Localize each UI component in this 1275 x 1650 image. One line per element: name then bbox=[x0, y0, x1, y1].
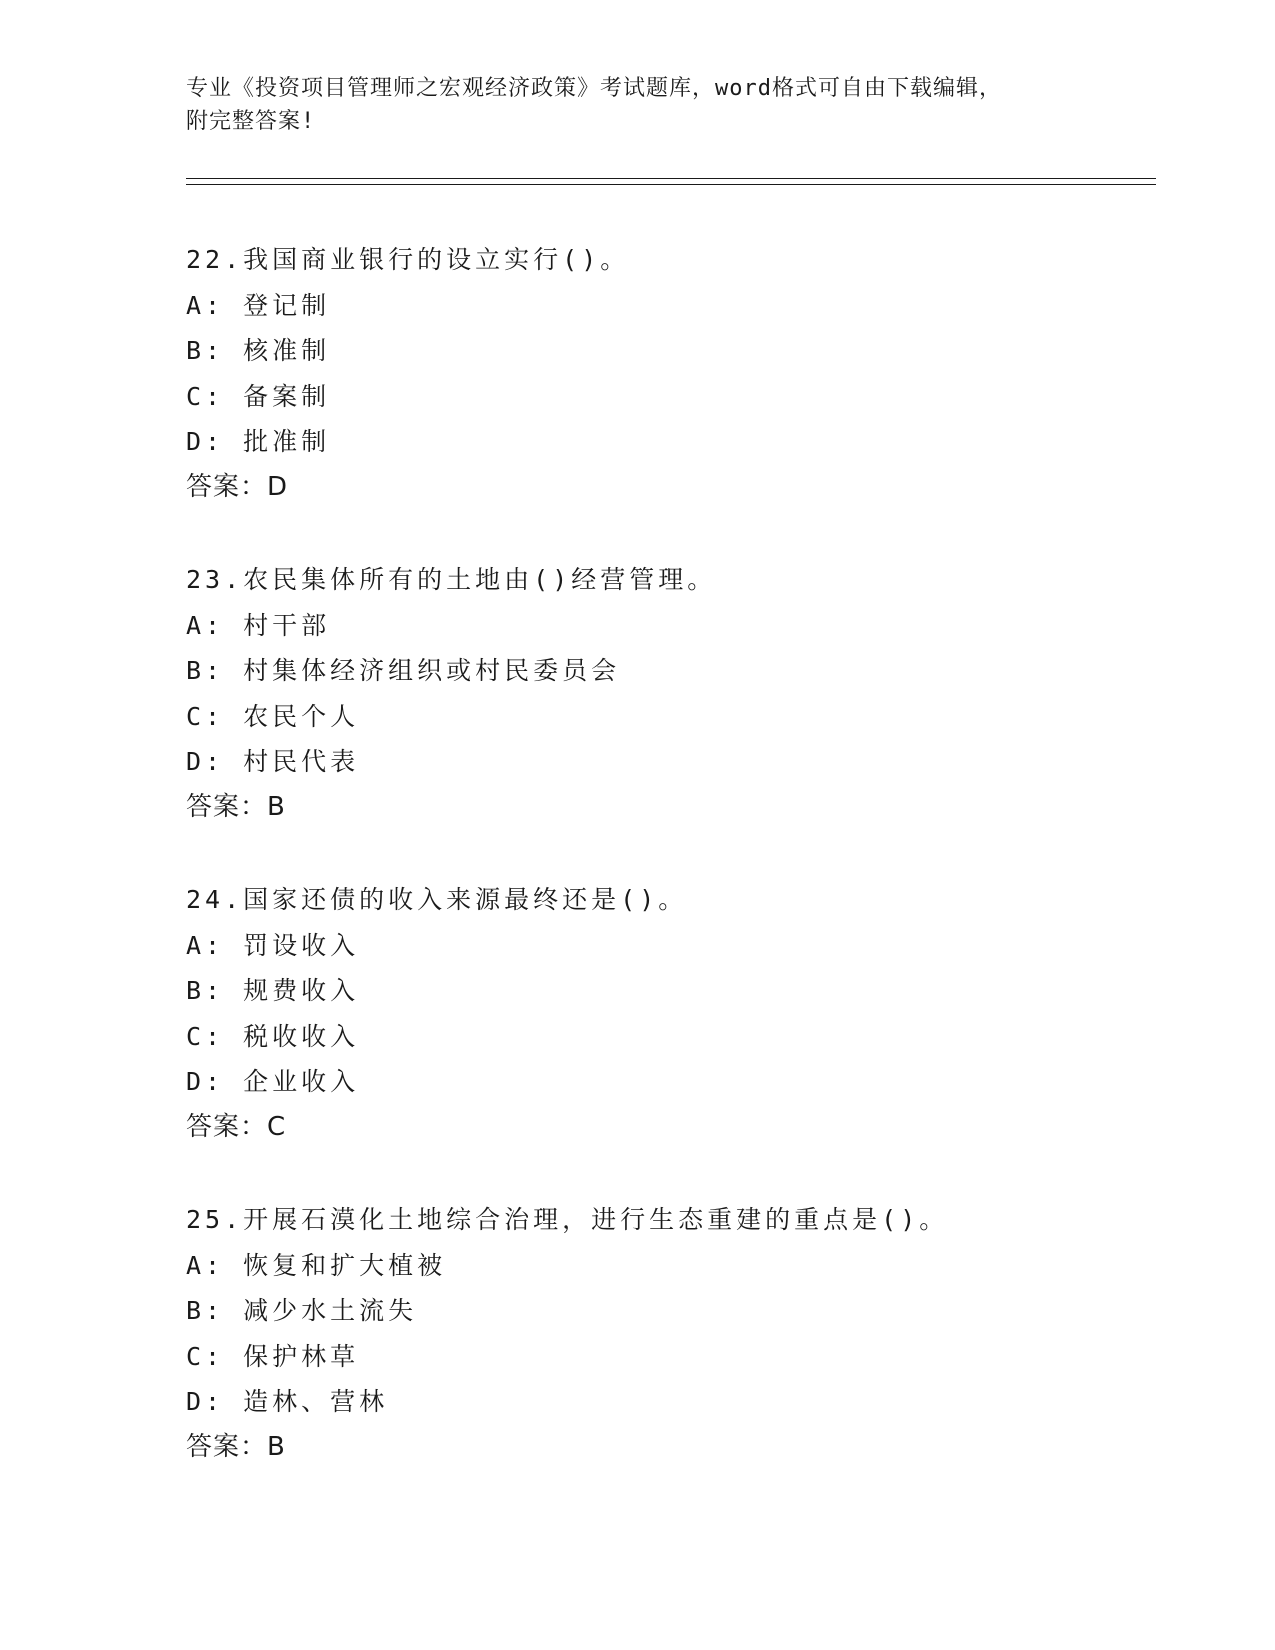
question-25 bbox=[186, 1197, 1146, 1517]
question-stem: 25.开展石漠化土地综合治理，进行生态重建的重点是()。 bbox=[186, 1205, 949, 1234]
option-d: D: 村民代表 bbox=[186, 747, 360, 776]
question-stem: 24.国家还债的收入来源最终还是()。 bbox=[186, 885, 688, 914]
question-24 bbox=[186, 877, 1146, 1197]
option-b: B: 减少水土流失 bbox=[186, 1296, 418, 1325]
question-23 bbox=[186, 557, 1146, 877]
answer: 答案：B bbox=[186, 791, 286, 822]
answer: 答案：C bbox=[186, 1111, 287, 1142]
option-a: A: 罚设收入 bbox=[186, 930, 360, 960]
option-d: D: 批准制 bbox=[186, 427, 331, 456]
answer: 答案：D bbox=[186, 471, 289, 502]
question-list bbox=[186, 237, 1146, 1517]
document-page bbox=[186, 0, 1146, 1650]
question-stem: 22.我国商业银行的设立实行()。 bbox=[186, 245, 630, 274]
option-b: B: 核准制 bbox=[186, 336, 331, 365]
option-d: D: 企业收入 bbox=[186, 1067, 360, 1096]
option-a: A: 村干部 bbox=[186, 610, 331, 640]
question-22 bbox=[186, 237, 1146, 557]
header-divider bbox=[186, 178, 1156, 185]
option-a: A: 恢复和扩大植被 bbox=[186, 1250, 447, 1280]
header-line-1: 专业《投资项目管理师之宏观经济政策》考试题库，word格式可自由下载编辑， bbox=[186, 76, 1002, 101]
option-b: B: 村集体经济组织或村民委员会 bbox=[186, 656, 621, 685]
option-b: B: 规费收入 bbox=[186, 976, 360, 1005]
option-a: A: 登记制 bbox=[186, 290, 331, 320]
document-header bbox=[186, 72, 1086, 138]
option-c: C: 税收收入 bbox=[186, 1021, 360, 1051]
answer: 答案：B bbox=[186, 1431, 286, 1462]
option-d: D: 造林、营林 bbox=[186, 1387, 389, 1416]
option-c: C: 农民个人 bbox=[186, 701, 360, 731]
option-c: C: 保护林草 bbox=[186, 1341, 360, 1371]
header-line-2: 附完整答案! bbox=[186, 109, 316, 134]
question-stem: 23.农民集体所有的土地由()经营管理。 bbox=[186, 565, 717, 594]
option-c: C: 备案制 bbox=[186, 381, 331, 411]
